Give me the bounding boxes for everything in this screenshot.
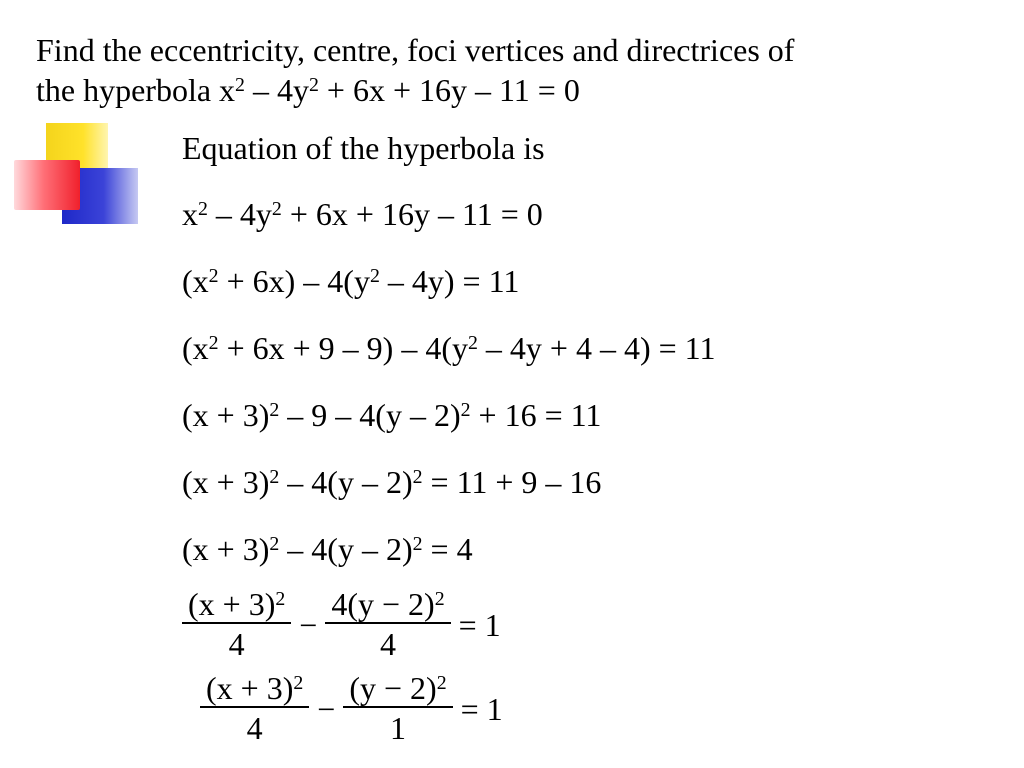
equation-step-2: $(x^2 + 6x) - 4(y^2 - 4y) = 11$	[182, 263, 520, 299]
denominator-x: 4	[228, 626, 245, 662]
numerator-x: (x + 3)	[206, 670, 294, 706]
problem-statement	[36, 30, 1006, 110]
intro-text: Equation of the hyperbola is	[182, 130, 545, 166]
red-square-decoration	[14, 160, 80, 210]
denominator-y: 4	[379, 626, 396, 662]
denominator-x: 4	[246, 710, 263, 746]
fraction-x-term: $\frac{(x + 3)^2}{4}$	[182, 586, 291, 664]
fraction-equation-2	[200, 670, 511, 748]
equals-one: = 1	[458, 607, 501, 643]
equals-one: = 1	[460, 691, 503, 727]
fraction-y-term: $\frac{(y - 2)^2}{1}$	[343, 670, 452, 748]
numerator-y: (y − 2)	[349, 670, 437, 706]
equation-step-1: $x^2 - 4y^2 + 6x + 16y - 11 = 0$	[182, 196, 543, 232]
equation-step-3: $(x^2 + 6x + 9 - 9) - 4(y^2 - 4y + 4 - 4) = 11$	[182, 330, 716, 366]
problem-line-2: the hyperbola $x^2 - 4y^2 + 6x + 16y - 11 = 0$	[36, 72, 580, 108]
equation-step-5: $(x + 3)^2 - 4(y - 2)^2 = 11 + 9 - 16$	[182, 464, 602, 500]
fraction-equation-1	[182, 586, 509, 664]
equation-step-4: $(x + 3)^2 - 9 - 4(y - 2)^2 + 16 = 11$	[182, 397, 602, 433]
numerator-x: (x + 3)	[188, 586, 276, 622]
minus-sign: −	[317, 691, 336, 727]
problem-line-1: Find the eccentricity, centre, foci vertices and directrices of	[36, 32, 795, 68]
equation-step-6: $(x + 3)^2 - 4(y - 2)^2 = 4$	[182, 531, 473, 567]
numerator-y: 4(y − 2)	[331, 586, 435, 622]
denominator-y: 1	[389, 710, 406, 746]
minus-sign: −	[299, 607, 318, 643]
fraction-x-term: $\frac{(x + 3)^2}{4}$	[200, 670, 309, 748]
decorative-squares	[12, 120, 142, 230]
fraction-y-term: $\frac{4(y - 2)^2}{4}$	[325, 586, 450, 664]
